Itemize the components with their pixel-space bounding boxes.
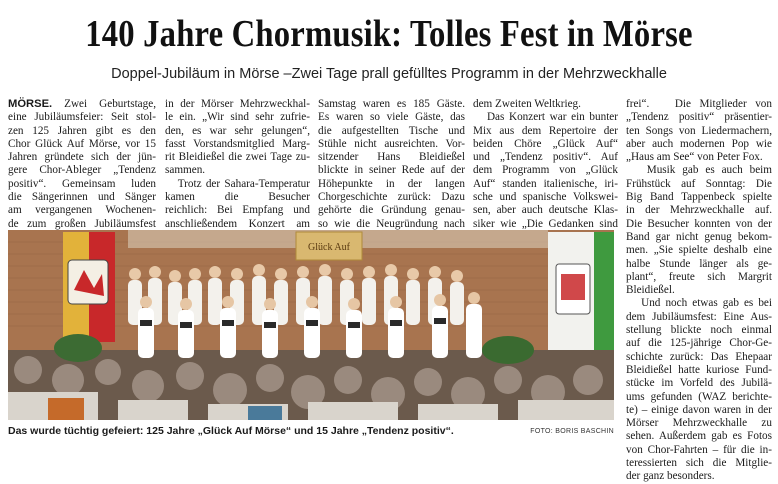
flag-right <box>548 232 614 350</box>
article-column-3 <box>318 98 465 231</box>
text-line: Das Konzert war ein bunter <box>473 111 618 124</box>
text-line: te) – einige davon waren in der <box>626 403 772 416</box>
text-line: Und noch etwas gab es bei <box>626 297 772 310</box>
dateline: MÖRSE. <box>8 98 53 110</box>
text-line: anschließendem Konzert am <box>165 217 310 230</box>
text-line: siker wie „Die Gedanken sind <box>473 217 618 230</box>
text-line: Zwei Geburtstage, <box>52 98 156 110</box>
text-line: zen 125 Jahren gibt es den <box>8 124 156 137</box>
text-line: sen, aber auch deutsche Klas- <box>473 204 618 217</box>
text-line: Es waren so viele Gäste, das <box>318 111 465 124</box>
photo-credit: FOTO: BORIS BASCHIN <box>530 428 614 435</box>
text-line: Chorgeschichte zurück: Dazu <box>318 191 465 204</box>
text-line: plant“, freute sich Margrit <box>626 270 772 283</box>
text-line: de zum großen Jubiläumsfest <box>8 217 156 230</box>
text-line: und „Tendenz positiv“. Auf <box>473 151 618 164</box>
flag-left <box>63 232 115 342</box>
text-line: der ganz besonders. <box>626 470 715 483</box>
text-line: die aufgestellten Tische und <box>318 124 465 137</box>
text-line: am vergangenen Wochenen- <box>8 204 156 217</box>
text-line: sitzender Hans Bleidießel <box>318 151 465 164</box>
text-line: positiv“. Gemeinsam luden <box>8 177 156 190</box>
text-line: gehörte die Gründung genau- <box>318 204 465 217</box>
text-line: stücke im Vorfeld des Jubilä- <box>626 377 772 390</box>
text-line: Musik gab es auch beim <box>626 164 772 177</box>
banner-text: Glück Auf <box>308 242 350 253</box>
text-line: Auf“ standen italienische, iri- <box>473 177 618 190</box>
subheadline: Doppel-Jubiläum in Mörse –Zwei Tage prall gefülltes Programm in der Mehrzweckhalle <box>111 66 667 82</box>
text-line: gere Chor-Ableger „Tendenz <box>8 164 156 177</box>
text-line: blickte in seiner Rede auf der <box>318 164 465 177</box>
text-line: „Haus am See“ von Peter Fox. <box>626 151 763 164</box>
text-line: Bleidießel. <box>626 284 675 297</box>
text-line: beiden Chöre „Glück Auf“ <box>473 137 618 150</box>
text-line: eine Jubiläumsfeier: Seit stol- <box>8 111 156 124</box>
article-column-5 <box>626 98 772 484</box>
choir-photo <box>8 230 614 420</box>
text-line: teressierten sich die Mitglie- <box>626 457 772 470</box>
text-line: fasst Vorstandsmitglied Marg- <box>165 137 310 150</box>
text-line: in der Mörser Mehrzweckhal- <box>165 98 310 110</box>
text-line: men. „Sie spielte deshalb eine <box>626 244 772 257</box>
text-line: Frühstück auf Sonntag: Die <box>626 177 772 190</box>
text-line: dem Jubiläumsfest: Eine Aus- <box>626 310 772 323</box>
text-line: sammen. <box>165 164 206 177</box>
text-line: in der Mehrzweckhalle auf. <box>626 204 772 217</box>
article-column-1 <box>8 98 156 231</box>
text-line: rit Bleidießel die zwei Tage zu- <box>165 151 310 164</box>
text-line: die Sängerinnen und Sänger <box>8 191 156 204</box>
text-line: dem Zweiten Weltkrieg. <box>473 98 581 110</box>
text-line: stellung blickte noch einmal <box>626 324 772 337</box>
text-line: auf die 125-jährige Chor-Ge- <box>626 337 772 350</box>
text-line: schichte zurück: Das Ehepaar <box>626 350 772 363</box>
text-line: frei“. Die Mitglieder von <box>626 98 772 110</box>
text-line: Mix aus dem Repertoire der <box>473 124 618 137</box>
headline: 140 Jahre Chormusik: Tolles Fest in Mörse <box>85 13 693 55</box>
text-line: Big Band Tappenbeck spielte <box>626 191 772 204</box>
text-line: reichlich: Bei Empfang und <box>165 204 310 217</box>
text-line: den, es war sehr gelungen“, <box>165 124 310 137</box>
text-line: ums gefunden (WAZ berichte- <box>626 390 772 403</box>
text-line: dem Programm von „Glück <box>473 164 618 177</box>
text-line: Band gar nicht genug bekom- <box>626 230 772 243</box>
text-line: Höhepunkte in der langen <box>318 177 465 190</box>
text-line: sche und spanische Volkswei- <box>473 191 618 204</box>
text-line: Stühle nicht ausreichten. Vor- <box>318 137 465 150</box>
text-line: halbe Stunde länger als ge- <box>626 257 772 270</box>
article-column-4 <box>473 98 618 231</box>
text-line: von Chor-Fahrten – für die in- <box>626 443 772 456</box>
text-line: Die Besucher konnten von der <box>626 217 772 230</box>
text-line: so wie die Neugründung nach <box>318 217 465 230</box>
article-column-2 <box>165 98 310 231</box>
text-line: kamen die Besucher <box>165 191 310 204</box>
text-line: aber auch modernen Pop wie <box>626 137 772 150</box>
text-line: Chor Glück Auf Mörse, vor 15 <box>8 137 156 150</box>
text-line: ten Songs von Liedermachern, <box>626 124 772 137</box>
photo-caption: Das wurde tüchtig gefeiert: 125 Jahre „Glück Auf Mörse“ und 15 Jahre „Tendenz positiv“. <box>8 425 454 437</box>
text-line: „Tendenz positiv“ präsentier- <box>626 111 772 124</box>
text-line: Jahren gründete sich der jün- <box>8 151 156 164</box>
text-line: sehen. Außerdem gab es Fotos <box>626 430 772 443</box>
text-line: Trotz der Sahara-Temperatur <box>165 177 310 190</box>
text-line: le ein. „Wir sind sehr zufrie- <box>165 111 310 124</box>
text-line: Mörser Mehrzweckhalle zu <box>626 417 772 430</box>
text-line: Samstag waren es 185 Gäste. <box>318 98 465 110</box>
text-line: Bleidießel hatte kuriose Fund- <box>626 363 772 376</box>
